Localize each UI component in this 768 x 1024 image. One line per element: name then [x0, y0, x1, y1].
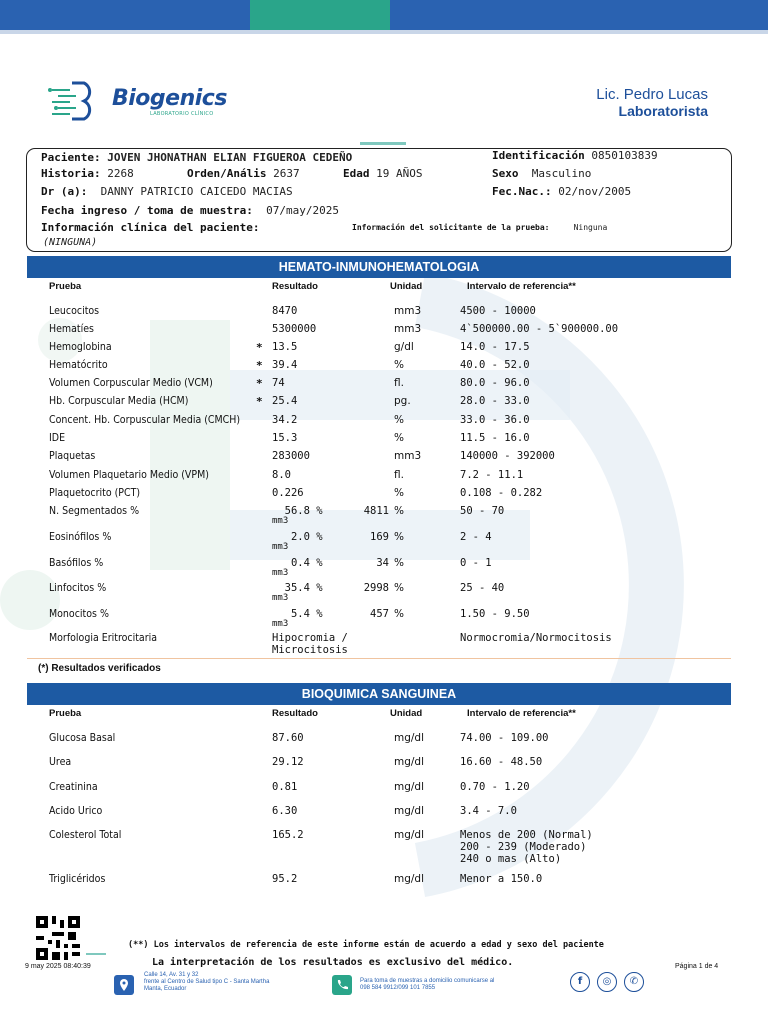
test-unit: mm3 — [394, 305, 422, 317]
footer-address: Calle 14, Av. 31 y 32 frente al Centro de Salud tipo C - Santa Martha Manta, Ecuador — [144, 972, 270, 992]
test-result: 8.0 — [272, 469, 291, 481]
test-unit: % — [394, 505, 404, 517]
doctor-name: Lic. Pedro Lucas — [596, 86, 708, 103]
test-result: 25.4 — [272, 395, 298, 407]
test-name: Hb. Corpuscular Media (HCM) — [49, 395, 189, 407]
test-unit: % — [394, 531, 404, 543]
reference-range: 25 - 40 — [460, 582, 505, 594]
info-clinica-value: (NINGUNA) — [43, 237, 98, 248]
test-unit: % — [394, 557, 404, 569]
test-result: 35.4 % — [272, 582, 323, 594]
absolute-unit: mm3 — [272, 568, 289, 578]
patient-name-field: Paciente: JOVEN JHONATHAN ELIAN FIGUEROA CEDEÑO — [41, 151, 353, 164]
top-color-band — [0, 0, 768, 34]
reference-range: 0 - 1 — [460, 557, 492, 569]
test-unit: pg. — [394, 395, 411, 407]
test-name: Acido Urico — [49, 805, 103, 817]
reference-range: 28.0 - 33.0 — [460, 395, 530, 407]
whatsapp-icon[interactable]: ✆ — [624, 972, 644, 992]
brand-subtitle: LABORATORIO CLÍNICO — [150, 111, 214, 117]
test-name: Volumen Plaquetario Medio (VPM) — [49, 469, 209, 481]
reference-range: 33.0 - 36.0 — [460, 414, 530, 426]
fecha-ingreso-field: Fecha ingreso / toma de muestra: 07/may/2025 — [41, 204, 340, 217]
test-result: 56.8 % — [272, 505, 323, 517]
test-result: 13.5 — [272, 341, 298, 353]
test-unit: % — [394, 414, 404, 426]
test-result: 39.4 — [272, 359, 298, 371]
doctor-role: Laboratorista — [618, 103, 708, 119]
test-result: 5300000 — [272, 323, 317, 335]
test-name: Glucosa Basal — [49, 732, 116, 744]
test-name: IDE — [49, 432, 66, 444]
test-result: 74 — [272, 377, 285, 389]
flag-marker: * — [256, 377, 263, 390]
test-result: 6.30 — [272, 805, 298, 817]
test-unit: mg/dl — [394, 756, 425, 768]
reference-range: 16.60 - 48.50 — [460, 756, 543, 768]
test-result: 87.60 — [272, 732, 304, 744]
test-name: Plaquetas — [49, 450, 96, 462]
test-result: 8470 — [272, 305, 298, 317]
test-result: 283000 — [272, 450, 310, 462]
absolute-count: 457 — [370, 608, 389, 620]
test-unit: % — [394, 359, 404, 371]
biogenics-logo-icon — [48, 80, 100, 122]
test-name: Hematócrito — [49, 359, 108, 371]
test-unit: mg/dl — [394, 829, 425, 841]
reference-range: 3.4 - 7.0 — [460, 805, 517, 817]
test-name: Triglicéridos — [49, 873, 106, 885]
test-name: Linfocitos % — [49, 582, 107, 594]
test-unit: mg/dl — [394, 781, 425, 793]
hemato-col-unidad: Unidad — [390, 281, 423, 292]
reference-range: 80.0 - 96.0 — [460, 377, 530, 389]
test-name: Basófilos % — [49, 557, 104, 569]
absolute-unit: mm3 — [272, 619, 289, 629]
reference-range: 4500 - 10000 — [460, 305, 536, 317]
absolute-unit: mm3 — [272, 593, 289, 603]
test-unit: mg/dl — [394, 873, 425, 885]
test-unit: mm3 — [394, 450, 422, 462]
footer-phone-text: Para toma de muestras a domicilio comunicarse al 098 584 9912/099 101 7855 — [360, 978, 495, 991]
test-result: 2.0 % — [272, 531, 323, 543]
test-result: 165.2 — [272, 829, 304, 841]
doctor-block — [596, 86, 708, 119]
bioq-col-resultado: Resultado — [272, 708, 318, 719]
historia-field: Historia: 2268 — [41, 167, 134, 180]
facebook-icon[interactable]: f — [570, 972, 590, 992]
watermark-logo — [0, 250, 768, 950]
test-name: Morfologia Eritrocitaria — [49, 632, 158, 644]
qr-code-icon — [36, 916, 80, 960]
test-result: 95.2 — [272, 873, 298, 885]
accent-line — [360, 142, 406, 145]
patient-id-field: Identificación 0850103839 — [492, 149, 658, 162]
test-result: 29.12 — [272, 756, 304, 768]
reference-range: 1.50 - 9.50 — [460, 608, 530, 620]
test-result: Hipocromia / Microcitosis — [272, 632, 348, 656]
test-name: Plaquetocrito (PCT) — [49, 487, 141, 499]
test-unit: fl. — [394, 377, 404, 389]
hemato-col-intervalo: Intervalo de referencia** — [467, 281, 576, 292]
test-name: Leucocitos — [49, 305, 100, 317]
reference-range: 140000 - 392000 — [460, 450, 555, 462]
phone-icon — [332, 975, 352, 995]
test-name: Colesterol Total — [49, 829, 122, 841]
footer-ref-note: (**) Los intervalos de referencia de este informe están de acuerdo a edad y sexo del paciente — [128, 940, 604, 950]
doctor-field: Dr (a): DANNY PATRICIO CAICEDO MACIAS — [41, 185, 293, 198]
bioq-col-intervalo: Intervalo de referencia** — [467, 708, 576, 719]
verified-note: (*) Resultados verificados — [38, 663, 161, 674]
test-unit: % — [394, 582, 404, 594]
reference-range: Menos de 200 (Normal) 200 - 239 (Moderado) 240 o mas (Alto) — [460, 829, 593, 865]
test-name: Hematíes — [49, 323, 94, 335]
section-bioquimica-title: BIOQUIMICA SANGUINEA — [27, 683, 731, 705]
test-unit: % — [394, 487, 404, 499]
test-unit: g/dl — [394, 341, 414, 353]
test-name: N. Segmentados % — [49, 505, 140, 517]
reference-range: 74.00 - 109.00 — [460, 732, 549, 744]
section-divider — [27, 658, 731, 659]
absolute-count: 2998 — [363, 582, 389, 594]
test-unit: mm3 — [394, 323, 422, 335]
hemato-col-prueba: Prueba — [49, 281, 82, 292]
test-result: 0.81 — [272, 781, 298, 793]
reference-range: 11.5 - 16.0 — [460, 432, 530, 444]
absolute-count: 169 — [370, 531, 389, 543]
absolute-count: 34 — [376, 557, 389, 569]
test-unit: % — [394, 432, 404, 444]
test-name: Creatinina — [49, 781, 98, 793]
test-unit: mg/dl — [394, 732, 425, 744]
top-band-line — [0, 30, 768, 34]
footer-print-date: 9 may 2025 08:40:39 — [25, 963, 91, 970]
test-name: Urea — [49, 756, 72, 768]
absolute-unit: mm3 — [272, 516, 289, 526]
edad-field: Edad 19 AÑOS — [343, 167, 423, 180]
test-result: 15.3 — [272, 432, 298, 444]
info-clinica-label: Información clínica del paciente: — [41, 221, 260, 234]
test-name: Volumen Corpuscular Medio (VCM) — [49, 377, 213, 389]
location-icon — [114, 975, 134, 995]
reference-range: Normocromia/Normocitosis — [460, 632, 612, 644]
instagram-icon[interactable]: ◎ — [597, 972, 617, 992]
fecnac-field: Fec.Nac.: 02/nov/2005 — [492, 185, 632, 198]
absolute-count: 4811 — [363, 505, 389, 517]
reference-range: 4`500000.00 - 5`900000.00 — [460, 323, 619, 335]
reference-range: 7.2 - 11.1 — [460, 469, 524, 481]
sexo-field: Sexo Masculino — [492, 167, 592, 180]
test-name: Eosinófilos % — [49, 531, 112, 543]
patient-info-box — [26, 148, 732, 252]
footer-page-number: Página 1 de 4 — [675, 963, 719, 970]
test-result: 0.4 % — [272, 557, 323, 569]
section-hemato-title: HEMATO-INMUNOHEMATOLOGIA — [27, 256, 731, 278]
test-name: Concent. Hb. Corpuscular Media (CMCH) — [49, 414, 241, 426]
reference-range: Menor a 150.0 — [460, 873, 543, 885]
bioq-col-unidad: Unidad — [390, 708, 423, 719]
test-name: Hemoglobina — [49, 341, 112, 353]
reference-range: 40.0 - 52.0 — [460, 359, 530, 371]
test-unit: % — [394, 608, 404, 620]
reference-range: 2 - 4 — [460, 531, 492, 543]
reference-range: 50 - 70 — [460, 505, 505, 517]
test-unit: mg/dl — [394, 805, 425, 817]
flag-marker: * — [256, 359, 263, 372]
footer-interp-note: La interpretación de los resultados es exclusivo del médico. — [152, 957, 514, 968]
test-result: 34.2 — [272, 414, 298, 426]
top-band-green — [250, 0, 390, 34]
orden-field: Orden/Anális 2637 — [187, 167, 300, 180]
absolute-unit: mm3 — [272, 542, 289, 552]
flag-marker: * — [256, 395, 263, 408]
flag-marker: * — [256, 341, 263, 354]
test-result: 0.226 — [272, 487, 304, 499]
test-unit: fl. — [394, 469, 404, 481]
footer-accent-line — [86, 953, 106, 955]
reference-range: 14.0 - 17.5 — [460, 341, 530, 353]
reference-range: 0.70 - 1.20 — [460, 781, 530, 793]
brand-name: Biogenics — [112, 86, 227, 111]
bioq-col-prueba: Prueba — [49, 708, 82, 719]
reference-range: 0.108 - 0.282 — [460, 487, 543, 499]
test-result: 5.4 % — [272, 608, 323, 620]
hemato-col-resultado: Resultado — [272, 281, 318, 292]
solicitante-field: Información del solicitante de la prueba: Ninguna — [352, 223, 608, 232]
test-name: Monocitos % — [49, 608, 109, 620]
